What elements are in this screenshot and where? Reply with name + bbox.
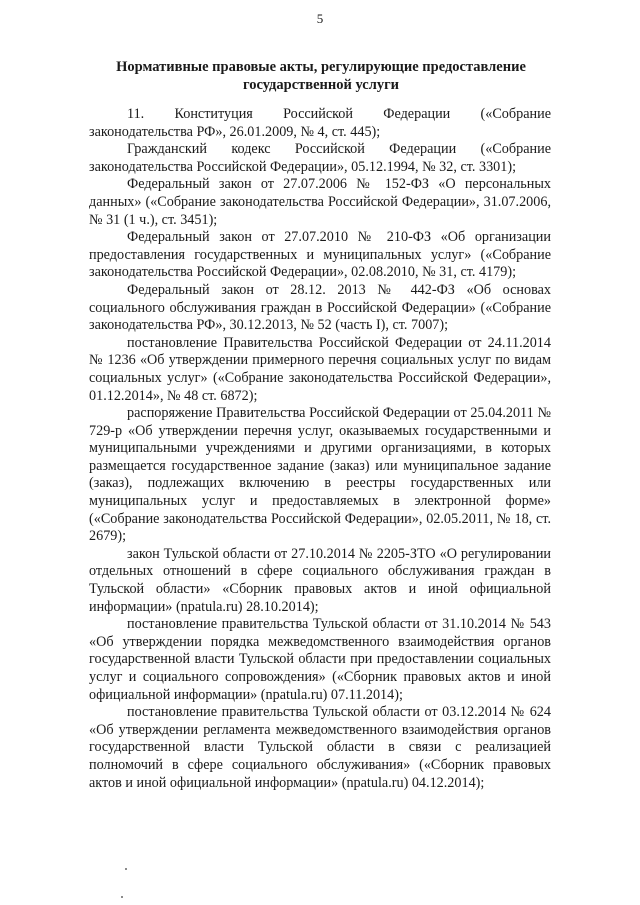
- page-number: 5: [316, 11, 324, 26]
- scan-speck: [121, 896, 123, 898]
- legal-act-item: постановление правительства Тульской области от 31.10.2014 № 543 «Об утверждении порядка межведомственного взаимодействия органов государственной власти Тульской области при предоставлении социальных услуг и социального сопровождения» («Сборник правовых актов и иной официальной информации» (npatula.ru) 07.11.2014);: [89, 616, 551, 703]
- legal-act-item: Гражданский кодекс Российской Федерации («Собрание законодательства Российской Федерации», 05.12.1994, № 32, ст. 3301);: [89, 141, 551, 175]
- legal-act-item: постановление правительства Тульской области от 03.12.2014 № 624 «Об утверждении регламента межведомственного взаимодействия органов государственной власти Тульской области в связи с реализацией полномочий в сфере социального обслуживания» («Сборник правовых актов и иной официальной информации» (npatula.ru) 04.12.2014);: [89, 704, 551, 791]
- legal-act-item: Федеральный закон от 27.07.2006 № 152-ФЗ «О персональных данных» («Собрание законодательства Российской Федерации», 31.07.2006, № 31 (1 ч.), ст. 3451);: [89, 176, 551, 228]
- legal-act-item: постановление Правительства Российской Федерации от 24.11.2014 № 1236 «Об утверждении примерного перечня социальных услуг по видам социальных услуг» («Собрание законодательства Российской Федерации», 01.12.2014», № 48 ст. 6872);: [89, 334, 551, 404]
- legal-act-item: распоряжение Правительства Российской Федерации от 25.04.2011 № 729-р «Об утверждении перечня услуг, оказываемых государственными и муниципальными учреждениями и другими организациями, в которых размещается государственное задание (заказ) или муниципальное задание (заказ), подлежащих включению в реестры государственных или муниципальных услуг и предоставляемых в электронной форме» («Собрание законодательства Российской Федерации», 02.05.2011, № 18, ст. 2679);: [89, 405, 551, 545]
- document-body: [89, 106, 551, 792]
- legal-act-item: 11. Конституция Российской Федерации («Собрание законодательства РФ», 26.01.2009, № 4, ст. 445);: [89, 106, 551, 140]
- legal-act-item: Федеральный закон от 27.07.2010 № 210-ФЗ «Об организации предоставления государственных и муниципальных услуг» («Собрание законодательства Российской Федерации», 02.08.2010, № 31, ст. 4179);: [89, 229, 551, 281]
- section-heading: Нормативные правовые акты, регулирующие предоставление государственной услуги: [116, 59, 526, 93]
- scan-speck: [125, 868, 127, 870]
- legal-act-item: Федеральный закон от 28.12. 2013 № 442-ФЗ «Об основах социального обслуживания граждан в Российской Федерации» («Собрание законодательства РФ», 30.12.2013, № 52 (часть I), ст. 7007);: [89, 281, 551, 334]
- legal-act-item: закон Тульской области от 27.10.2014 № 2205-ЗТО «О регулировании отдельных отношений в сфере социального обслуживания граждан в Тульской области» «Сборник правовых актов и иной официальной информации» (npatula.ru) 28.10.2014);: [89, 545, 551, 615]
